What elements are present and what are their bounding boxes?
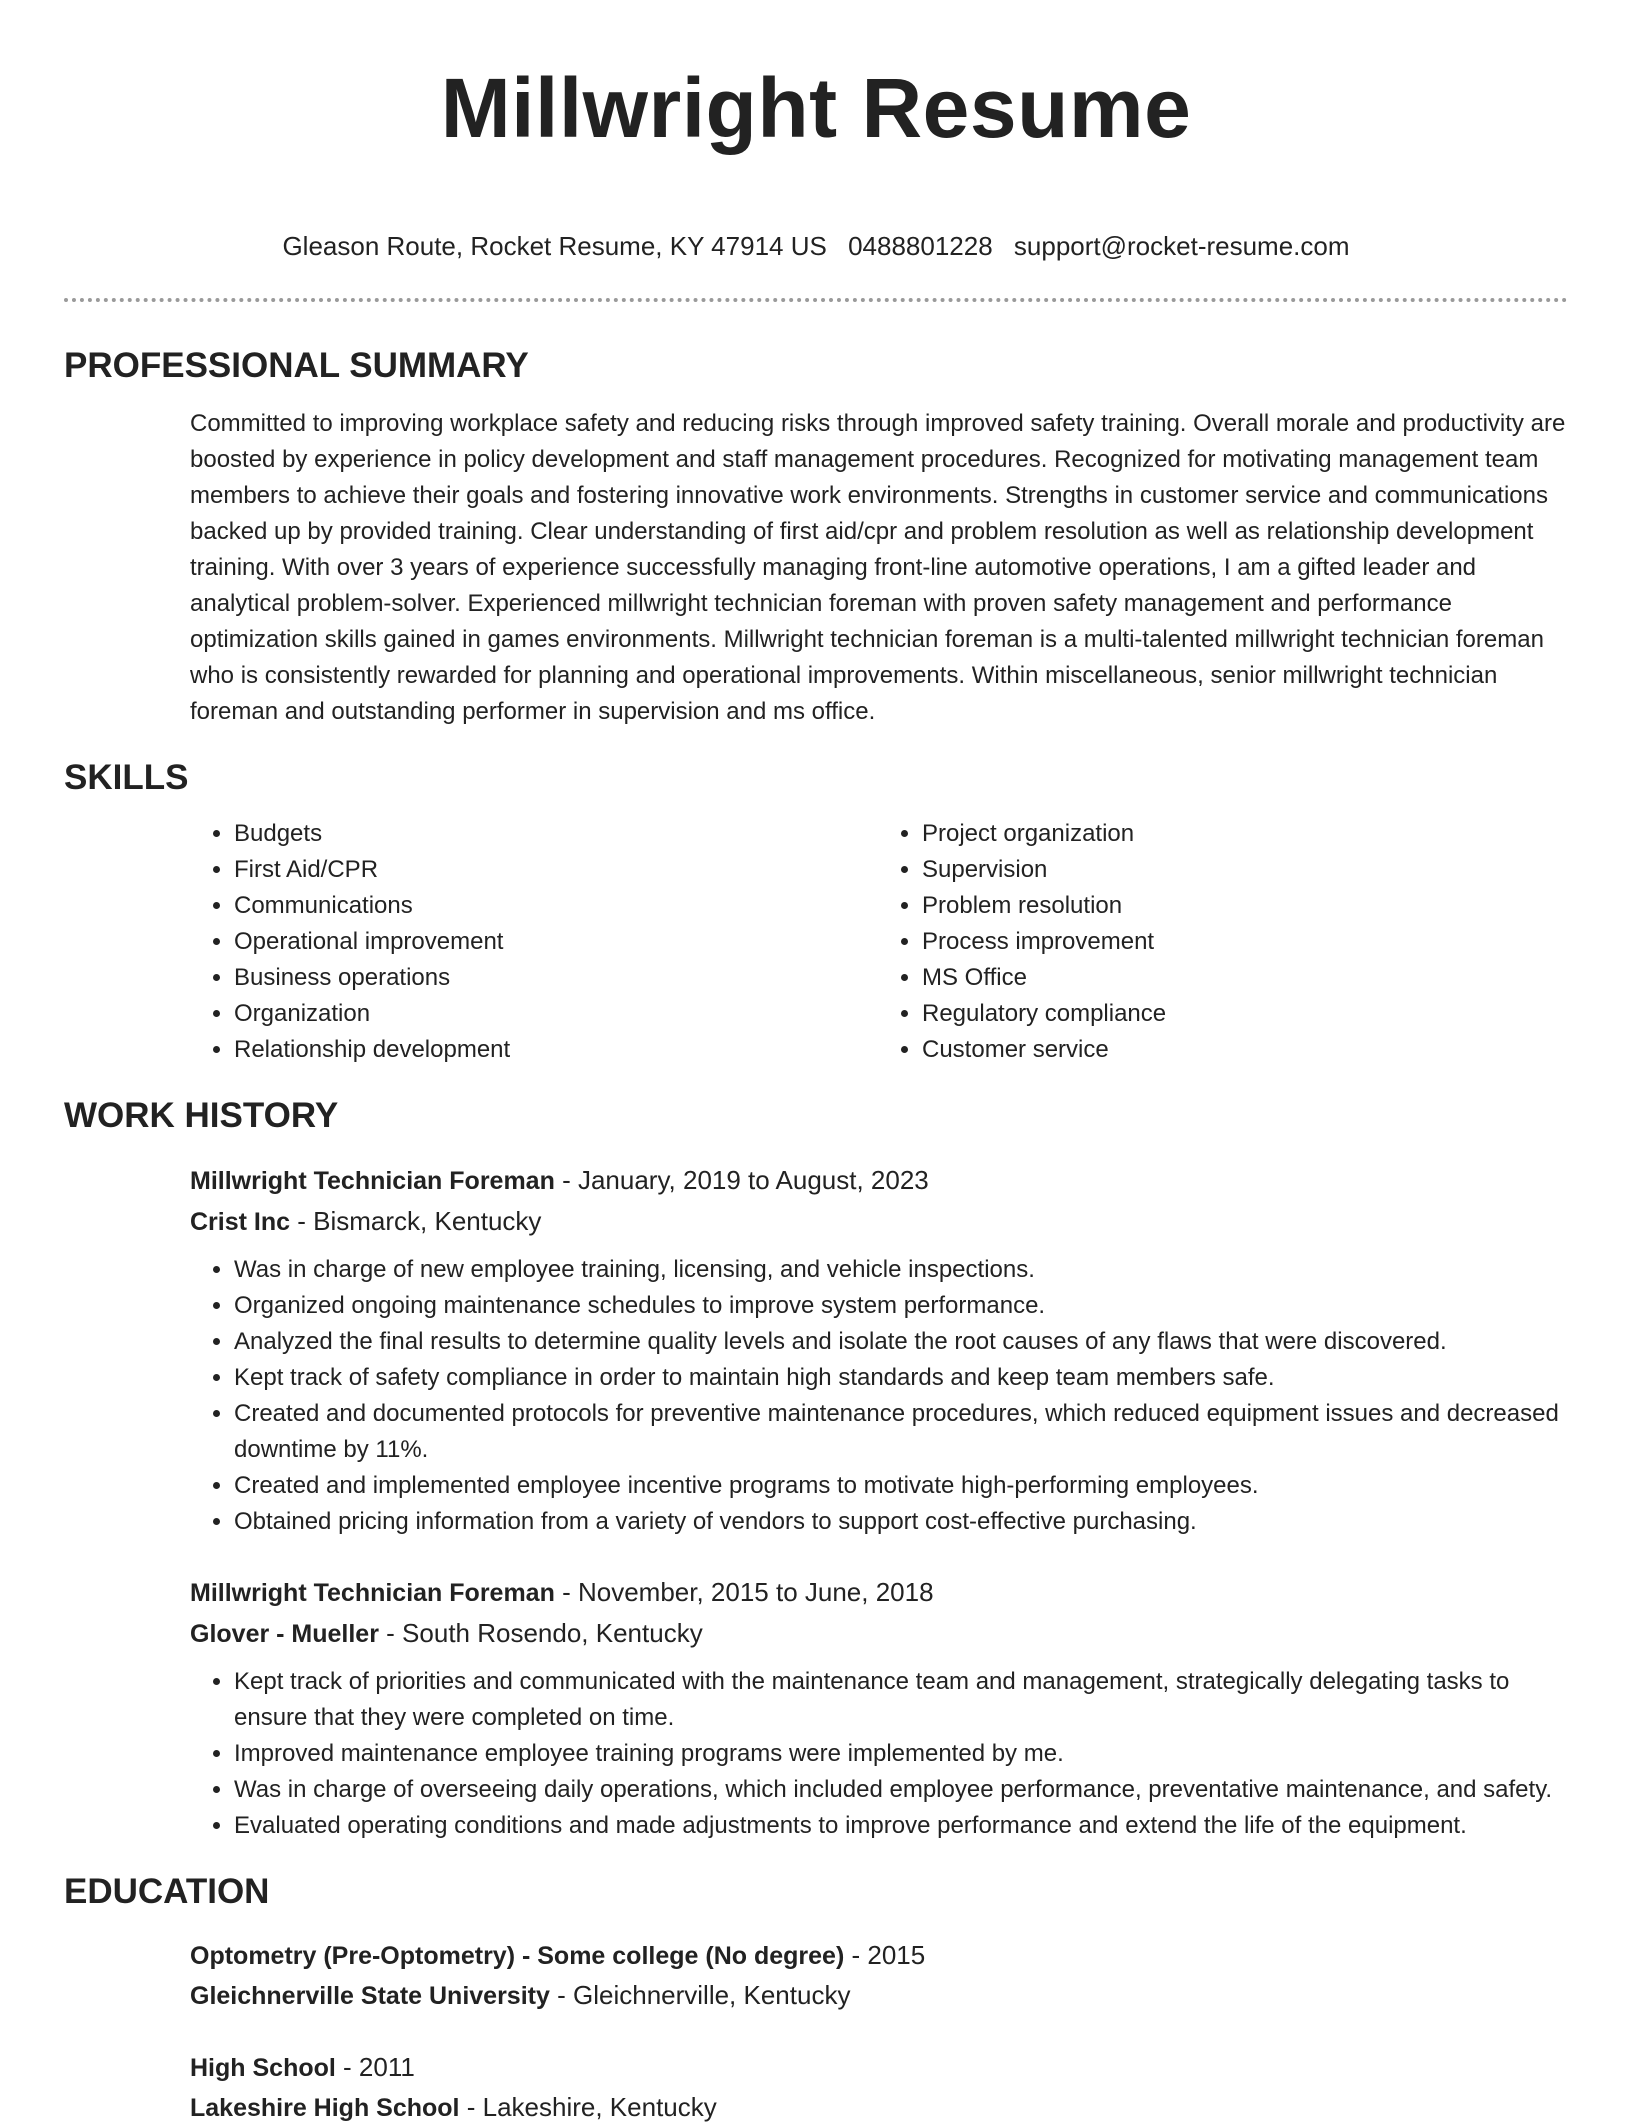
job-bullet: • Was in charge of new employee training, licensing, and vehicle inspections.: [234, 1252, 1566, 1288]
skills-column-right: [878, 816, 1566, 1068]
job-bullet: • Was in charge of overseeing daily operations, which included employee performance, preventative maintenance, and safety.: [234, 1772, 1566, 1808]
header-divider: [64, 298, 1568, 302]
skill-item: • Operational improvement: [234, 924, 878, 960]
skill-item: • First Aid/CPR: [234, 852, 878, 888]
job-title-line: [190, 1160, 1566, 1201]
job-company-line: [190, 1613, 1566, 1654]
job-entry: [190, 1572, 1566, 1844]
education-school: Gleichnerville State University: [190, 1982, 550, 2010]
job-entry: [190, 1160, 1566, 1540]
job-bullet: • Kept track of priorities and communicated with the maintenance team and management, strategically delegating tasks to ensure that they were completed on time.: [234, 1664, 1566, 1736]
job-title: Millwright Technician Foreman: [190, 1579, 555, 1607]
education-degree-line: [190, 1936, 1632, 1976]
job-bullet: • Evaluated operating conditions and made adjustments to improve performance and extend the life of the equipment.: [234, 1808, 1566, 1844]
job-bullet: • Organized ongoing maintenance schedules to improve system performance.: [234, 1288, 1566, 1324]
skill-item: • Problem resolution: [922, 888, 1566, 924]
job-title-line: [190, 1572, 1566, 1613]
summary-heading: PROFESSIONAL SUMMARY: [64, 346, 529, 385]
job-company: Glover - Mueller: [190, 1620, 379, 1648]
education-year: - 2011: [335, 2052, 415, 2082]
job-bullets: [190, 1664, 1566, 1844]
education-school-line: [190, 1976, 1632, 2016]
job-bullet: • Improved maintenance employee training programs were implemented by me.: [234, 1736, 1566, 1772]
job-bullet: • Created and documented protocols for preventive maintenance procedures, which reduced equipment issues and decreased downtime by 11%.: [234, 1396, 1566, 1468]
skill-item: • Supervision: [922, 852, 1566, 888]
skills-column-left: [190, 816, 878, 1068]
contact-address: Gleason Route, Rocket Resume, KY 47914 US: [282, 231, 827, 261]
skill-item: • Regulatory compliance: [922, 996, 1566, 1032]
education-entry: [190, 2048, 1632, 2128]
job-bullet: • Created and implemented employee incentive programs to motivate high-performing employees.: [234, 1468, 1566, 1504]
job-bullet: • Obtained pricing information from a variety of vendors to support cost-effective purchasing.: [234, 1504, 1566, 1540]
education-location: - Gleichnerville, Kentucky: [549, 1980, 851, 2010]
resume-header: [0, 0, 1632, 264]
skill-item: • Organization: [234, 996, 878, 1032]
resume-title: Millwright Resume: [440, 61, 1192, 155]
education-location: - Lakeshire, Kentucky: [459, 2092, 717, 2122]
skill-item: • Project organization: [922, 816, 1566, 852]
job-dates: - November, 2015 to June, 2018: [554, 1577, 934, 1607]
contact-phone[interactable]: 0488801228: [848, 231, 993, 261]
job-company-line: [190, 1201, 1566, 1242]
summary-text: Committed to improving workplace safety and reducing risks through improved safety training. Overall morale and productivity are boosted by experience in policy development and staff management procedures. Recognized for motivating management team members to achieve their goals and fostering innovative work environments. Strengths in customer service and communications backed up by provided training. Clear understanding of first aid/cpr and problem resolution as well as relationship development training. With over 3 years of experience successfully managing front-line automotive operations, I am a gifted leader and analytical problem-solver. Experienced millwright technician foreman with proven safety management and performance optimization skills gained in games environments. Millwright technician foreman is a multi-talented millwright technician foreman who is consistently rewarded for planning and operational improvements. Within miscellaneous, senior millwright technician foreman and outstanding performer in supervision and ms office.: [190, 410, 1566, 725]
job-dates: - January, 2019 to August, 2023: [554, 1165, 929, 1195]
education-degree: Optometry (Pre-Optometry) - Some college (No degree): [190, 1942, 845, 1970]
education-school-line: [190, 2088, 1632, 2128]
education-school: Lakeshire High School: [190, 2094, 460, 2122]
skill-item: • Business operations: [234, 960, 878, 996]
job-title: Millwright Technician Foreman: [190, 1167, 555, 1195]
education-year: - 2015: [844, 1940, 926, 1970]
education-heading: EDUCATION: [64, 1872, 270, 1911]
job-bullet: • Kept track of safety compliance in order to maintain high standards and keep team members safe.: [234, 1360, 1566, 1396]
skill-item: • Process improvement: [922, 924, 1566, 960]
education-entry: [190, 1936, 1632, 2016]
job-company: Crist Inc: [190, 1208, 291, 1236]
skill-item: • Relationship development: [234, 1032, 878, 1068]
job-bullets: [190, 1252, 1566, 1540]
skills-heading: SKILLS: [64, 758, 189, 797]
education-degree-line: [190, 2048, 1632, 2088]
work-heading: WORK HISTORY: [64, 1096, 339, 1135]
skill-item: • Communications: [234, 888, 878, 924]
education-degree: High School: [190, 2054, 336, 2082]
skill-item: • Customer service: [922, 1032, 1566, 1068]
skill-item: • MS Office: [922, 960, 1566, 996]
job-bullet: • Analyzed the final results to determine quality levels and isolate the root causes of any flaws that were discovered.: [234, 1324, 1566, 1360]
job-location: - South Rosendo, Kentucky: [378, 1618, 703, 1648]
contact-email[interactable]: support@rocket-resume.com: [1013, 231, 1350, 261]
job-location: - Bismarck, Kentucky: [290, 1206, 542, 1236]
skill-item: • Budgets: [234, 816, 878, 852]
contact-line: [0, 228, 1632, 264]
skills-list: [190, 816, 1566, 1068]
